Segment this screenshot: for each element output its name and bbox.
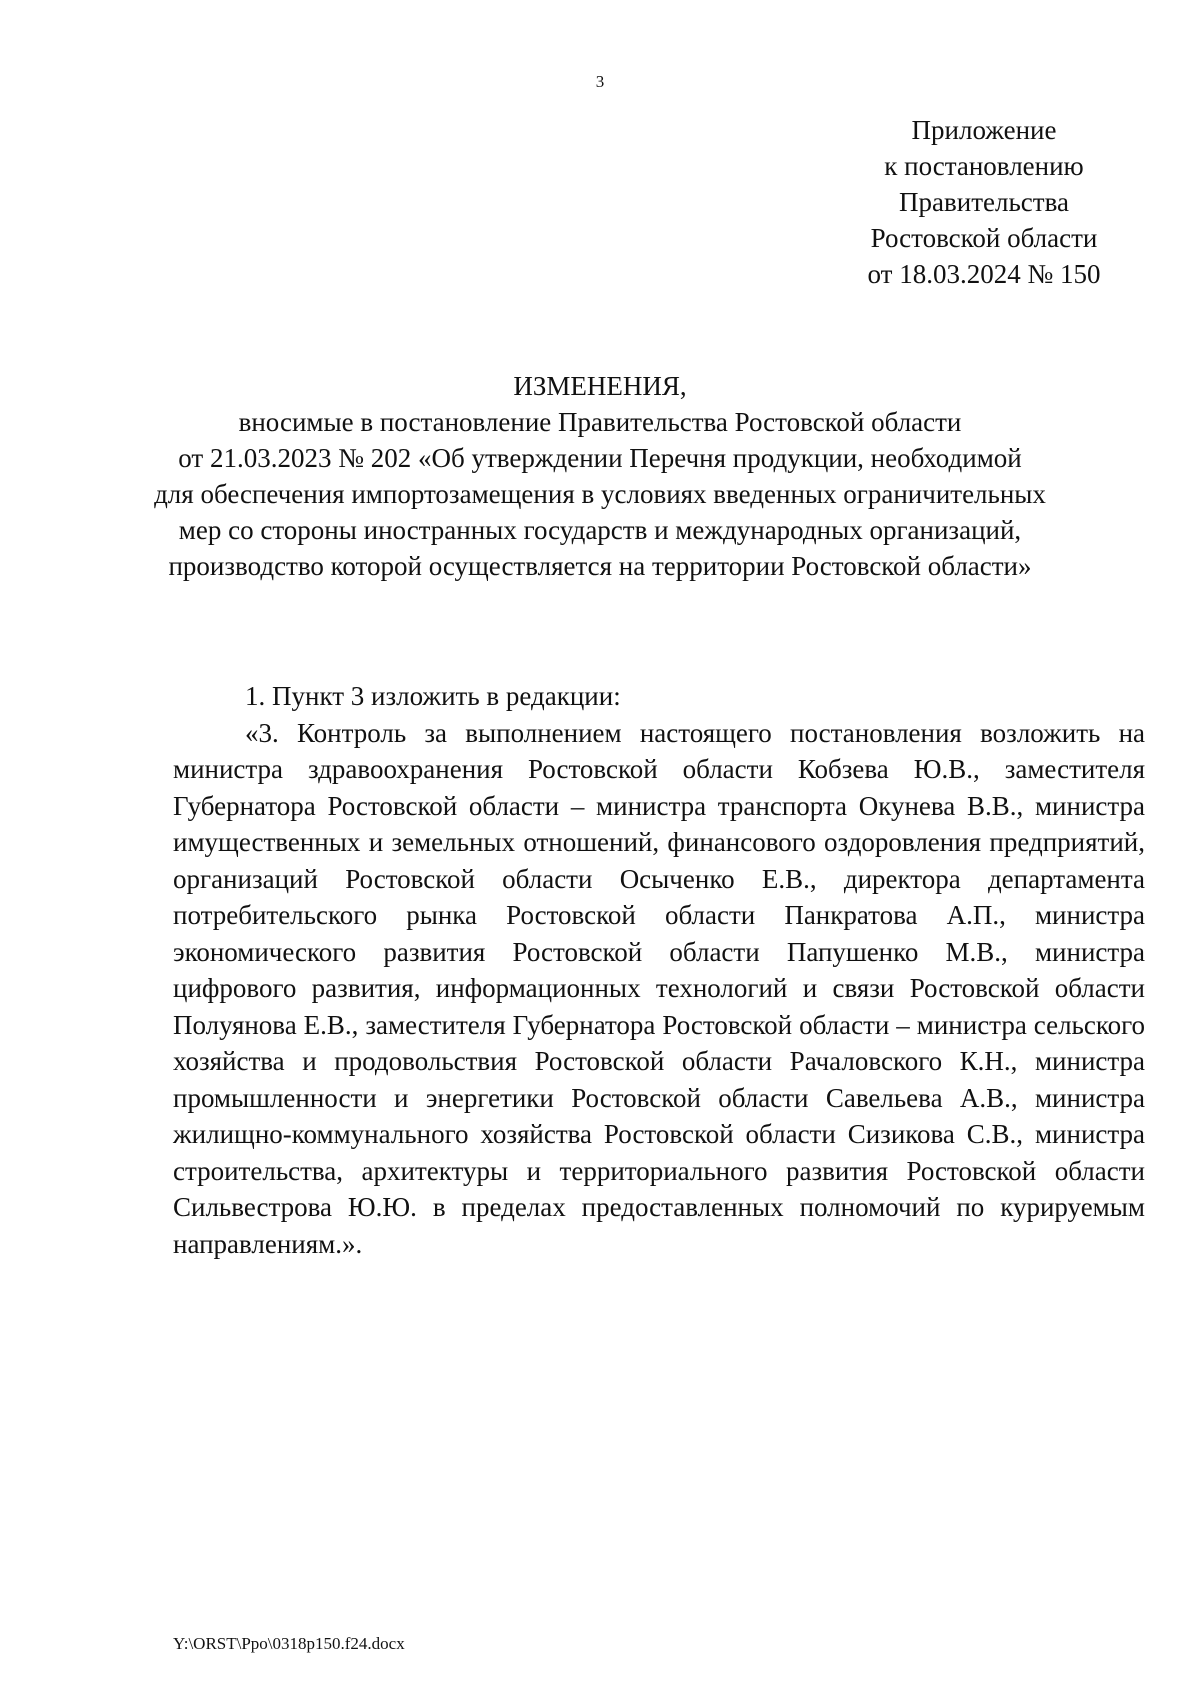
title-line: мер со стороны иностранных государств и международных организаций, [178,515,1022,545]
title-line: от 21.03.2023 № 202 «Об утверждении Перечня продукции, необходимой [178,443,1022,473]
page-number: 3 [595,72,605,91]
title-line: для обеспечения импортозамещения в условиях введенных ограничительных [154,479,1046,509]
appendix-block [834,112,1134,292]
footer-file-path: Y:\ORST\Ppo\0318p150.f24.docx [173,1634,405,1653]
quoted-paragraph: «3. Контроль за выполнением настоящего постановления возложить на министра здравоохранения Ростовской области Кобзева Ю.В., заместителя Губернатора Ростовской области – министра транспорта Окунева В.В., министра имущественных и земельных отношений, финансового оздоровления предприятий, организаций Ростовской области Осыченко Е.В., директора департамента потребительского рынка Ростовской области Панкратова А.П., министра экономического развития Ростовской области Папушенко М.В., министра цифрового развития, информационных технологий и связи Ростовской области Полуянова Е.В., заместителя Губернатора Ростовской области – министра сельского хозяйства и продовольствия Ростовской области Рачаловского К.Н., министра промышленности и энергетики Ростовской области Савельева А.В., министра жилищно-коммунального хозяйства Ростовской области Сизикова С.В., министра строительства, архитектуры и территориального развития Ростовской области Сильвестрова Ю.Ю. в пределах предоставленных полномочий по курируемым направлениям.». [173,717,1145,1259]
item-1-paragraph: 1. Пункт 3 изложить в редакции: [245,681,621,711]
title-line: вносимые в постановление Правительства Ростовской области [238,407,962,437]
appendix-line: Ростовской области [870,223,1098,253]
title-line: производство которой осуществляется на территории Ростовской области» [168,551,1032,581]
document-title [150,368,1050,584]
appendix-line: Приложение [911,115,1057,145]
appendix-line: к постановлению [884,151,1084,181]
document-body [173,678,1145,1262]
appendix-line: Правительства [899,187,1069,217]
title-heading: ИЗМЕНЕНИЯ, [513,371,687,401]
appendix-line: от 18.03.2024 № 150 [867,259,1101,289]
